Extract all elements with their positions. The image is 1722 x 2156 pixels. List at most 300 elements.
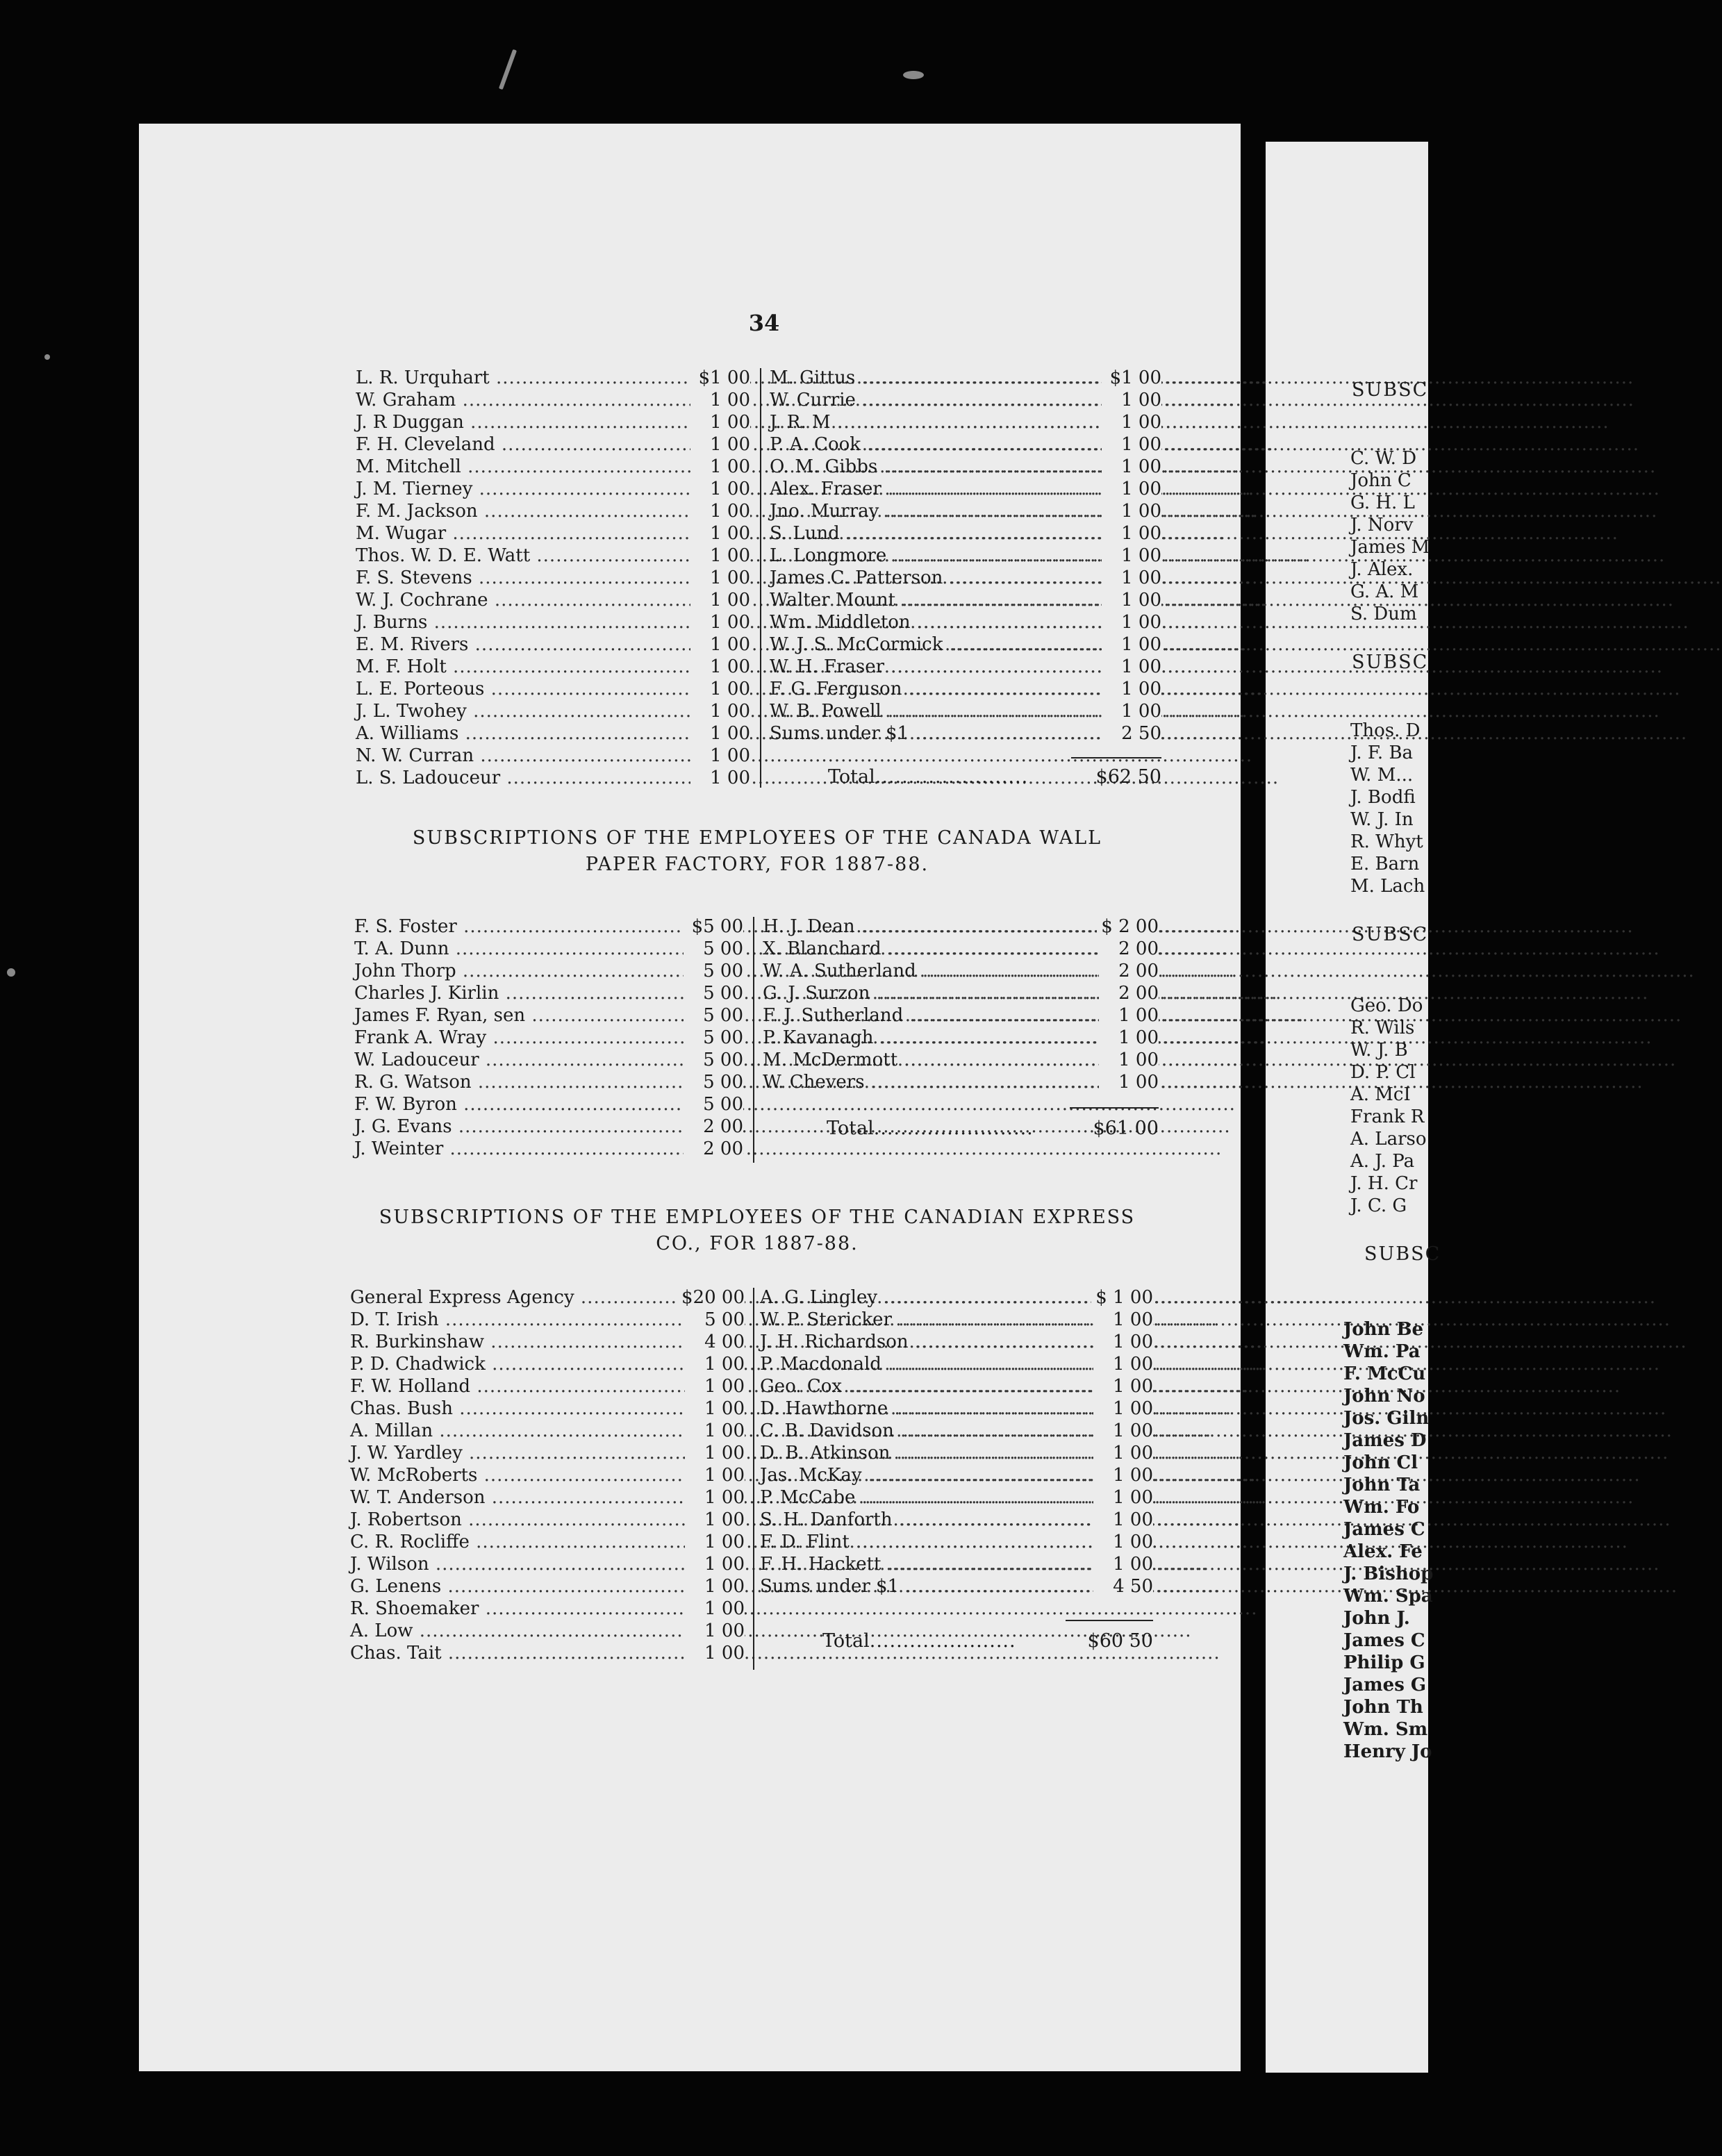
column-divider [753,1288,754,1670]
facing-page-name: A. Larso [1350,1129,1427,1150]
subscriber-name: F. W. Byron ..... [354,1093,743,1116]
facing-page-name: G. A. M [1350,581,1419,602]
facing-page-text [1266,142,1441,2073]
subscription-row [763,1004,1159,1027]
facing-page-name: John Ta [1343,1475,1421,1495]
facing-page-name: J. H. Cr [1350,1173,1418,1194]
subscription-row [763,938,1159,960]
section-3-table [350,1286,1160,1673]
subscription-amount: $ 1 00 [1091,1286,1153,1309]
subscriber-name: Walter Mount ..... [770,589,1161,611]
subscription-amount: 1 00 [690,433,750,456]
subscription-row [770,722,1161,745]
facing-page-name: R. Whyt [1350,831,1423,852]
subscription-row [356,700,750,722]
facing-page-name: S. Dum [1350,604,1417,624]
subscription-amount: 1 00 [685,1642,745,1664]
subscriber-name: N. W. Curran ..... [356,745,750,767]
subscriber-name: P. McCabe ..... [760,1486,1153,1509]
subscription-row [770,611,1161,633]
total-rule [1066,1620,1153,1621]
subscription-row [760,1309,1153,1331]
subscription-row [350,1309,745,1331]
subscriber-name: F. D. Flint ..... [760,1531,1153,1553]
subscription-row [770,522,1161,545]
scan-speck [499,49,517,90]
subscription-amount: 1 00 [690,745,750,767]
subscription-row [350,1375,745,1398]
subscription-amount: 1 00 [1093,1398,1153,1420]
facing-page-name: Henry Jo [1343,1741,1432,1762]
facing-page-name: J. Bishop [1343,1564,1434,1584]
subscription-amount: 1 00 [690,589,750,611]
subscription-row [760,1442,1153,1464]
subscription-amount: $1 00 [1102,367,1161,389]
subscription-row [770,411,1161,433]
subscriber-name: A. Williams ..... [356,722,750,745]
subscription-amount: 1 00 [1099,1004,1159,1027]
facing-page-name: Alex. Fe [1343,1541,1423,1562]
facing-page-name: John C [1350,470,1411,491]
subscription-row [770,589,1161,611]
subscriber-name: W. McRoberts ..... [350,1464,745,1486]
subscription-row [760,1486,1153,1509]
subscription-amount: 1 00 [685,1375,745,1398]
subscription-amount: 5 00 [685,1309,745,1331]
subscription-amount: 1 00 [1102,389,1161,411]
subscriber-name: J. Weinter ..... [354,1138,743,1160]
subscriber-name: Jas. McKay ..... [760,1464,1153,1486]
subscription-row [354,982,743,1004]
facing-page-name: E. Barn [1350,854,1420,874]
section-3-heading [347,1204,1167,1257]
facing-section-heading: SUBSC [1352,924,1429,945]
subscription-row [356,411,750,433]
subscription-row [350,1620,745,1642]
subscriber-name: F. W. Holland ..... [350,1375,745,1398]
subscription-amount: 1 00 [1102,411,1161,433]
subscription-row [356,722,750,745]
subscription-amount: 1 00 [690,478,750,500]
subscription-amount: 4 00 [685,1331,745,1353]
subscriber-name: Sums under $1 ..... [760,1575,1153,1598]
subscription-row [354,938,743,960]
facing-page-name: M. Lach [1350,876,1425,897]
subscription-row [350,1642,745,1664]
facing-page-name: Wm. Sm [1343,1719,1428,1740]
heading-line: SUBSCRIPTIONS OF THE EMPLOYEES OF THE CANADA WALL [412,827,1102,849]
subscription-row [760,1464,1153,1486]
subscription-row [350,1553,745,1575]
subscriber-name: W. J. Cochrane ..... [356,589,750,611]
subscription-row [354,1027,743,1049]
subscription-row [356,545,750,567]
section-2-total [827,1117,1159,1141]
subscription-row [354,915,743,938]
facing-page-name: John Cl [1343,1452,1418,1473]
scan-speck [7,968,15,977]
scan-speck [903,71,924,79]
subscription-amount: 1 00 [1093,1553,1153,1575]
subscriber-name: M. McDermott ..... [763,1049,1159,1071]
subscription-amount: 1 00 [685,1420,745,1442]
facing-page-name: John No [1343,1386,1425,1407]
subscription-amount: 1 00 [690,522,750,545]
column-divider [760,368,761,788]
subscriber-name: H. J. Dean ..... [763,915,1159,938]
subscription-row [760,1375,1153,1398]
subscriber-name: A. G. Lingley ..... [760,1286,1153,1309]
facing-page-name: John Be [1343,1319,1424,1340]
subscription-amount: 5 00 [684,1093,743,1116]
subscriber-name: L. Longmore ..... [770,545,1161,567]
subscription-amount: 5 00 [684,982,743,1004]
subscriber-name: Jno. Murray ..... [770,500,1161,522]
subscriber-name: John Thorp ..... [354,960,743,982]
column-divider [753,917,754,1163]
facing-page-name: J. F. Ba [1350,743,1414,763]
subscriber-name: R. Shoemaker ..... [350,1598,745,1620]
page-number: 34 [748,310,780,336]
subscription-amount: $20 00 [677,1286,745,1309]
subscription-amount: 5 00 [684,960,743,982]
subscriber-name: F. S. Foster ..... [354,915,743,938]
subscription-row [770,367,1161,389]
facing-page-name: Geo. Do [1350,995,1423,1016]
subscription-row [760,1420,1153,1442]
subscription-amount: 1 00 [1093,1375,1153,1398]
subscriber-name: J. R. M ..... [770,411,1161,433]
subscription-row [354,1138,743,1160]
subscriber-name: L. E. Porteous ..... [356,678,750,700]
subscription-amount: 1 00 [1093,1353,1153,1375]
subscription-amount: 1 00 [1102,500,1161,522]
subscription-row [356,433,750,456]
subscriber-name: J. R Duggan ..... [356,411,750,433]
subscriber-name: F. J. Sutherland ..... [763,1004,1159,1027]
subscription-row [354,960,743,982]
subscription-amount: 1 00 [1102,433,1161,456]
subscription-amount: 1 00 [690,656,750,678]
subscription-amount: 4 50 [1093,1575,1153,1598]
subscriber-name: W. Currie ..... [770,389,1161,411]
subscription-row [760,1398,1153,1420]
subscriber-name: A. Low ..... [350,1620,745,1642]
subscription-amount: 1 00 [685,1509,745,1531]
subscriber-name: X. Blanchard ..... [763,938,1159,960]
heading-line: CO., FOR 1887-88. [656,1233,859,1254]
subscription-row [760,1575,1153,1598]
subscription-amount: 1 00 [690,767,750,789]
subscriber-name: M. F. Holt ..... [356,656,750,678]
subscription-amount: 1 00 [1093,1531,1153,1553]
subscription-row [356,567,750,589]
facing-page-name: James C [1343,1630,1425,1651]
section-1-total [828,765,1161,789]
subscription-amount: 1 00 [685,1575,745,1598]
total-amount: $62 50 [1095,766,1161,788]
subscription-row [356,456,750,478]
subscription-amount: 1 00 [690,611,750,633]
facing-page-name: A. J. Pa [1350,1151,1415,1172]
subscription-row [356,656,750,678]
subscription-amount: 1 00 [1102,700,1161,722]
facing-page-name: John J. [1343,1608,1410,1629]
subscriber-name: E. M. Rivers ..... [356,633,750,656]
subscription-row [763,1027,1159,1049]
facing-page-name: W. M... [1350,765,1414,786]
subscriber-name: W. B. Powell ..... [770,700,1161,722]
subscription-row [350,1331,745,1353]
facing-page-name: W. J. B [1350,1040,1408,1061]
facing-page-name: James D [1343,1430,1427,1451]
subscriber-name: J. H. Richardson ..... [760,1331,1153,1353]
subscriber-name: M. Mitchell ..... [356,456,750,478]
subscription-amount: 1 00 [1102,522,1161,545]
subscriber-name: F. H. Cleveland ..... [356,433,750,456]
subscriber-name: General Express Agency ..... [350,1286,745,1309]
total-label: Total [828,766,875,788]
subscription-row [770,545,1161,567]
subscriber-name: M. Gittus ..... [770,367,1161,389]
subscriber-name: J. M. Tierney ..... [356,478,750,500]
facing-page-name: Thos. D [1350,720,1421,741]
subscriber-name: Sums under $1 ..... [770,722,1161,745]
facing-page-name: W. J. In [1350,809,1414,830]
subscription-amount: 1 00 [690,411,750,433]
facing-page-name: Frank R [1350,1106,1425,1127]
subscription-row [763,1071,1159,1093]
subscriber-name: W. T. Anderson ..... [350,1486,745,1509]
subscription-amount: 1 00 [685,1353,745,1375]
facing-page-name: J. C. G [1350,1195,1407,1216]
subscription-amount: 1 00 [1099,1071,1159,1093]
subscription-amount: 1 00 [690,567,750,589]
facing-page-name: J. Norv [1350,515,1414,536]
subscriber-name: G. Lenens ..... [350,1575,745,1598]
facing-page-name: James M [1350,537,1430,558]
facing-page-name: Wm. Spa [1343,1586,1433,1607]
subscription-amount: 1 00 [1102,545,1161,567]
subscription-amount: 1 00 [690,700,750,722]
subscription-amount: 1 00 [1102,567,1161,589]
total-amount: $61 00 [1093,1118,1159,1139]
subscription-amount: 2 00 [684,1138,743,1160]
subscription-row [350,1575,745,1598]
subscription-row [350,1531,745,1553]
subscription-amount: 1 00 [690,678,750,700]
heading-line: SUBSCRIPTIONS OF THE EMPLOYEES OF THE CANADIAN EXPRESS [379,1206,1136,1228]
total-rule [1071,757,1161,758]
subscription-row [356,767,750,789]
subscription-amount: 1 00 [685,1531,745,1553]
subscription-row [356,589,750,611]
facing-page-name: James G [1343,1675,1427,1695]
subscription-row [770,567,1161,589]
subscription-amount: 1 00 [1093,1464,1153,1486]
subscription-amount: 1 00 [690,545,750,567]
subscription-amount: 2 00 [1099,938,1159,960]
subscription-amount: 1 00 [690,722,750,745]
subscription-row [350,1398,745,1420]
section-3-total [822,1630,1153,1653]
subscriber-name: Alex. Fraser ..... [770,478,1161,500]
facing-page-name: Wm. Fo [1343,1497,1420,1518]
subscriber-name: J. W. Yardley ..... [350,1442,745,1464]
facing-page-name: John Th [1343,1697,1423,1718]
subscriber-name: W. P. Stericker ..... [760,1309,1153,1331]
subscription-row [354,1004,743,1027]
facing-page-name: Philip G [1343,1652,1425,1673]
subscription-row [350,1598,745,1620]
facing-page-name: C. W. D [1350,448,1417,469]
subscriber-name: C. R. Rocliffe ..... [350,1531,745,1553]
subscription-row [356,389,750,411]
scan-speck [44,354,50,360]
subscription-row [763,1049,1159,1071]
subscription-amount: 1 00 [1099,1027,1159,1049]
facing-page-name: G. H. L [1350,492,1415,513]
subscription-row [770,456,1161,478]
subscription-row [350,1420,745,1442]
subscription-row [350,1442,745,1464]
subscription-amount: 1 00 [1093,1309,1153,1331]
subscriber-name: D. T. Irish ..... [350,1309,745,1331]
facing-page-name: Wm. Pa [1343,1341,1421,1362]
subscription-amount: 1 00 [685,1464,745,1486]
subscription-amount: 1 00 [1099,1049,1159,1071]
subscription-row [350,1509,745,1531]
subscriber-name: J. Robertson ..... [350,1509,745,1531]
subscription-row [760,1509,1153,1531]
subscription-row [350,1486,745,1509]
subscription-amount: 1 00 [685,1553,745,1575]
subscription-amount: 2 00 [684,1116,743,1138]
subscription-amount: 5 00 [684,938,743,960]
subscriber-name: Thos. W. D. E. Watt ..... [356,545,750,567]
subscriber-name: Chas. Bush ..... [350,1398,745,1420]
subscription-amount: 1 00 [1102,589,1161,611]
facing-page-name: J. Bodfi [1350,787,1416,808]
subscription-amount: 5 00 [684,1027,743,1049]
subscriber-name: F. M. Jackson ..... [356,500,750,522]
subscription-amount: 2 00 [1099,960,1159,982]
subscriber-name: O. M. Gibbs ..... [770,456,1161,478]
subscription-amount: 1 00 [690,389,750,411]
subscriber-name: Frank A. Wray ..... [354,1027,743,1049]
facing-page-name: R. Wils [1350,1018,1415,1038]
subscription-row [770,433,1161,456]
subscription-row [770,500,1161,522]
subscriber-name: James F. Ryan, sen ..... [354,1004,743,1027]
subscriber-name: W. J. S. McCormick ..... [770,633,1161,656]
subscriber-name: D. B. Atkinson ..... [760,1442,1153,1464]
section-2-heading [375,825,1139,878]
subscriber-name: Geo. Cox ..... [760,1375,1153,1398]
subscription-row [760,1353,1153,1375]
subscription-row [770,633,1161,656]
subscriber-name: James C. Patterson ..... [770,567,1161,589]
subscription-row [763,982,1159,1004]
subscription-amount: $5 00 [684,915,743,938]
subscription-row [356,611,750,633]
total-amount: $60 50 [1087,1630,1153,1652]
facing-section-heading: SUBSC [1352,652,1429,673]
subscription-amount: 5 00 [684,1071,743,1093]
heading-line: PAPER FACTORY, FOR 1887-88. [585,854,929,875]
subscriber-name: A. Millan ..... [350,1420,745,1442]
subscriber-name: F. S. Stevens ..... [356,567,750,589]
subscription-amount: 2 50 [1102,722,1161,745]
subscriber-name: W. Graham ..... [356,389,750,411]
subscription-row [354,1071,743,1093]
subscription-amount: 1 00 [1102,478,1161,500]
subscription-row [356,367,750,389]
subscriber-name: F. G. Ferguson ..... [770,678,1161,700]
subscription-amount: 1 00 [1102,456,1161,478]
subscriber-name: J. Burns ..... [356,611,750,633]
facing-page-name: Jos. Giln [1343,1408,1430,1429]
subscription-amount: 1 00 [1093,1420,1153,1442]
subscriber-name: Chas. Tait ..... [350,1642,745,1664]
subscription-amount: 1 00 [1093,1509,1153,1531]
subscription-amount: 1 00 [1093,1486,1153,1509]
subscription-amount: 1 00 [1102,611,1161,633]
subscription-amount: 1 00 [1102,633,1161,656]
total-leader: ...................... [869,1630,1016,1652]
subscriber-name: R. Burkinshaw ..... [350,1331,745,1353]
subscription-row [356,633,750,656]
subscription-row [354,1049,743,1071]
total-leader: ....................... [875,766,1029,788]
section-2-table [354,915,1160,1166]
subscriber-name: F. H. Hackett ..... [760,1553,1153,1575]
subscription-row [356,500,750,522]
subscription-row [770,700,1161,722]
subscriber-name: W. Chevers ..... [763,1071,1159,1093]
subscription-amount: 1 00 [1102,678,1161,700]
section-1-table [356,367,1161,790]
subscription-amount: $ 2 00 [1097,915,1159,938]
subscription-amount: 1 00 [685,1620,745,1642]
subscriber-name: S. Lund ..... [770,522,1161,545]
subscription-amount: 1 00 [1093,1442,1153,1464]
subscriber-name: P. Kavanagh ..... [763,1027,1159,1049]
subscription-row [770,656,1161,678]
subscription-amount: 1 00 [690,456,750,478]
subscription-row [350,1353,745,1375]
subscriber-name: C. B. Davidson ..... [760,1420,1153,1442]
subscription-row [356,678,750,700]
subscription-amount: 5 00 [684,1004,743,1027]
subscription-amount: 1 00 [690,500,750,522]
subscription-row [356,745,750,767]
subscription-row [770,389,1161,411]
total-leader: ........................ [873,1118,1034,1139]
subscriber-name: P. A. Cook ..... [770,433,1161,456]
facing-page-name: J. Alex. [1350,559,1414,580]
subscriber-name: P. D. Chadwick ..... [350,1353,745,1375]
total-rule [1070,1107,1159,1109]
subscription-amount: 1 00 [685,1398,745,1420]
subscriber-name: W. A. Sutherland ..... [763,960,1159,982]
subscriber-name: S. H. Danforth ..... [760,1509,1153,1531]
subscription-amount: 1 00 [685,1442,745,1464]
facing-section-heading: SUBSC [1364,1243,1441,1265]
subscription-amount: $1 00 [690,367,750,389]
subscriber-name: D. Hawthorne ..... [760,1398,1153,1420]
subscription-amount: 1 00 [1102,656,1161,678]
